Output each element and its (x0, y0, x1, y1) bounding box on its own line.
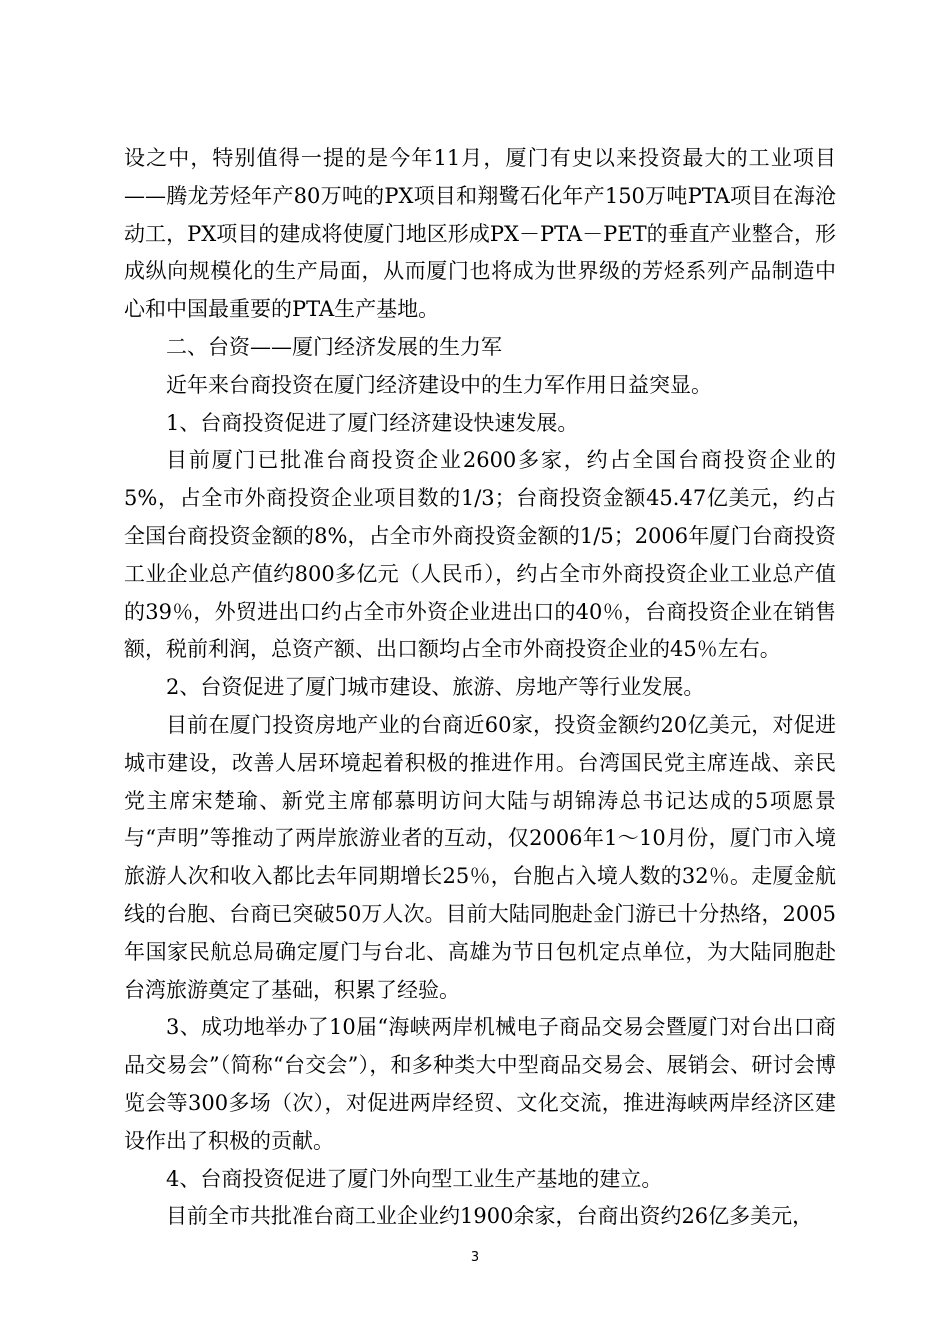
paragraph: 3、成功地举办了10届“海峡两岸机械电子商品交易会暨厦门对台出口商品交易会”（简称“台交会”），和多种类大中型商品交易会、展销会、研讨会博览会等300多场（次），对促进两岸经贸、文化交流，推进海峡两岸经济区建设作出了积极的贡献。 (124, 1015, 836, 1153)
page-number: 3 (470, 1250, 480, 1265)
paragraph: 近年来台商投资在厦门经济建设中的生力军作用日益突显。 (166, 372, 712, 397)
body-text (124, 140, 836, 1236)
paragraph: 目前全市共批准台商工业企业约1900余家，台商出资约26亿多美元， (166, 1204, 814, 1229)
subheading: 4、台商投资促进了厦门外向型工业生产基地的建立。 (166, 1166, 663, 1191)
section-heading: 二、台资——厦门经济发展的生力军 (166, 334, 502, 359)
subheading: 1、台商投资促进了厦门经济建设快速发展。 (166, 410, 579, 435)
paragraph-continuation: 设之中，特别值得一提的是今年11月，厦门有史以来投资最大的工业项目——腾龙芳烃年产80万吨的PX项目和翔鹭石化年产150万吨PTA项目在海沧动工，PX项目的建成将使厦门地区形成PX－PTA－PET的垂直产业整合，形成纵向规模化的生产局面，从而厦门也将成为世界级的芳烃系列产品制造中心和中国最重要的PTA生产基地。 (124, 146, 836, 322)
subheading: 2、台资促进了厦门城市建设、旅游、房地产等行业发展。 (166, 675, 705, 700)
paragraph: 目前在厦门投资房地产业的台商近60家，投资金额约20亿美元，对促进城市建设，改善人居环境起着积极的推进作用。台湾国民党主席连战、亲民党主席宋楚瑜、新党主席郁慕明访问大陆与胡锦涛总书记达成的5项愿景与“声明”等推动了两岸旅游业者的互动，仅2006年1～10月份，厦门市入境旅游人次和收入都比去年同期增长25％，台胞占入境人数的32％。走厦金航线的台胞、台商已突破50万人次。目前大陆同胞赴金门游已十分热络，2005年国家民航总局确定厦门与台北、高雄为节日包机定点单位，为大陆同胞赴台湾旅游奠定了基础，积累了经验。 (124, 712, 836, 1002)
paragraph: 目前厦门已批准台商投资企业2600多家，约占全国台商投资企业的5%，占全市外商投资企业项目数的1/3；台商投资金额45.47亿美元，约占全国台商投资金额的8%，占全市外商投资金额的1/5；2006年厦门台商投资工业企业总产值约800多亿元（人民币），约占全市外商投资企业工业总产值的39％，外贸进出口约占全市外资企业进出口的40％，台商投资企业在销售额，税前利润，总资产额、出口额均占全市外商投资企业的45％左右。 (124, 448, 836, 662)
